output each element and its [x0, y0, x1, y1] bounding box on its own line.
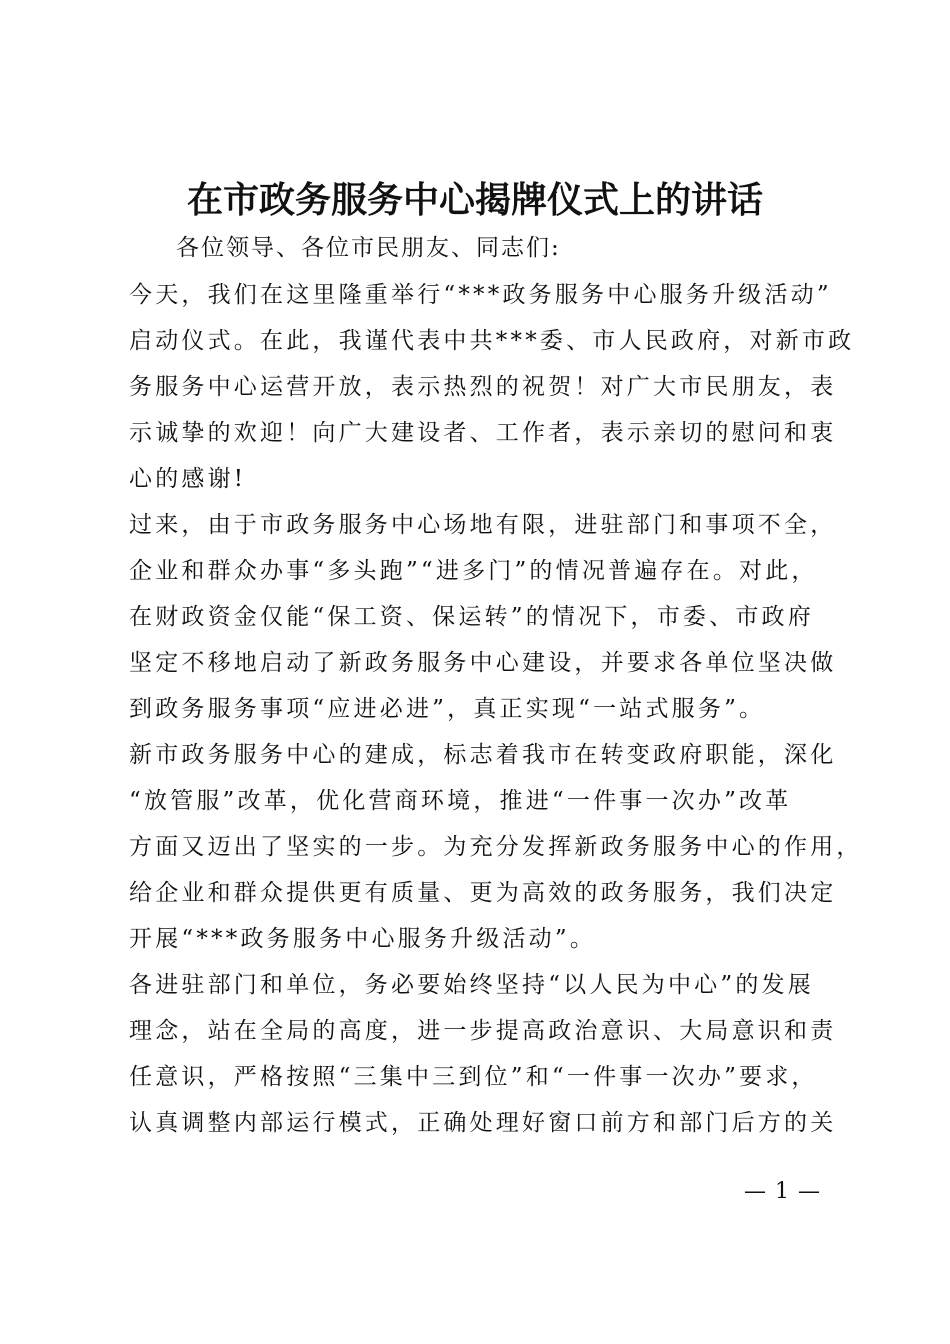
text-line: 认真调整内部运行模式，正确处理好窗口前方和部门后方的关: [129, 1110, 837, 1136]
text-line: 新市政务服务中心的建成，标志着我市在转变政府职能，深化: [129, 742, 837, 768]
paragraph-3: [129, 732, 863, 962]
text-line: 启动仪式。在此，我谨代表中共***委、市人民政府，对新市政: [129, 328, 855, 354]
text-line: 心的感谢!: [129, 466, 247, 492]
paragraph-1: [129, 272, 855, 502]
document-title: 在市政务服务中心揭牌仪式上的讲话: [186, 179, 763, 221]
text-line: 过来，由于市政务服务中心场地有限，进驻部门和事项不全，: [129, 512, 837, 538]
text-line: 任意识，严格按照“三集中三到位”和“一件事一次办”要求，: [129, 1064, 818, 1090]
text-line: 给企业和群众提供更有质量、更为高效的政务服务，我们决定: [129, 880, 837, 906]
text-line: 各进驻部门和单位，务必要始终坚持“以人民为中心”的发展: [129, 972, 814, 998]
text-line: 到政务服务事项“应进必进”，真正实现“一站式服务”。: [129, 696, 766, 722]
text-line: “放管服”改革，优化营商环境，推进“一件事一次办”改革: [129, 788, 792, 814]
text-line: 坚定不移地启动了新政务服务中心建设，并要求各单位坚决做: [129, 650, 837, 676]
paragraph-4: [129, 962, 841, 1146]
text-line: 务服务中心运营开放，表示热烈的祝贺！对广大市民朋友，表: [129, 374, 837, 400]
document-body: [129, 272, 863, 1146]
text-line: 今天，我们在这里隆重举行“***政务服务中心服务升级活动”: [129, 282, 832, 308]
text-line: 理念，站在全局的高度，进一步提高政治意识、大局意识和责: [129, 1018, 837, 1044]
text-line: 企业和群众办事“多头跑”“进多门”的情况普遍存在。对此，: [129, 558, 818, 584]
text-line: 在财政资金仅能“保工资、保运转”的情况下，市委、市政府: [129, 604, 814, 630]
page-number: — 1 —: [744, 1179, 821, 1204]
salutation: 各位领导、各位市民朋友、同志们:: [176, 235, 561, 261]
text-line: 方面又迈出了坚实的一步。为充分发挥新政务服务中心的作用，: [129, 834, 863, 860]
text-line: 开展“***政务服务中心服务升级活动”。: [129, 926, 597, 952]
paragraph-2: [129, 502, 841, 732]
text-line: 示诚挚的欢迎！向广大建设者、工作者，表示亲切的慰问和衷: [129, 420, 837, 446]
